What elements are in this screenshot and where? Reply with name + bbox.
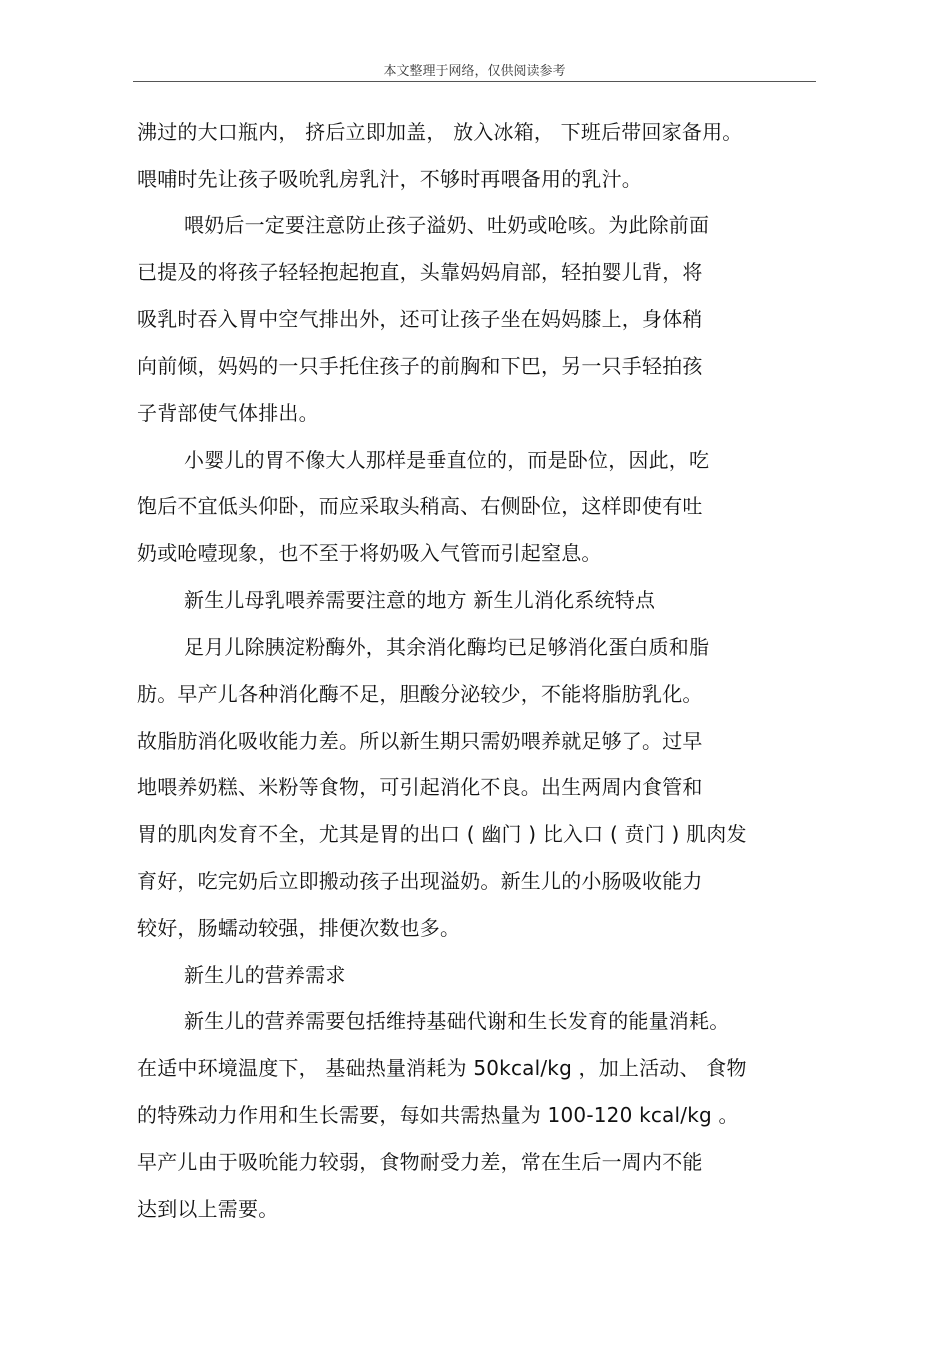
text-line: 地喂养奶糕、米粉等食物，可引起消化不良。出生两周内食管和: [137, 775, 703, 799]
text-line: 的特殊动力作用和生长需要，每如共需热量为 100-120 kcal/kg 。: [137, 1103, 739, 1127]
text-line: 已提及的将孩子轻轻抱起抱直，头靠妈妈肩部，轻拍婴儿背，将: [137, 260, 703, 284]
header-rule: [133, 81, 816, 82]
text-line: 足月儿除胰淀粉酶外，其余消化酶均已足够消化蛋白质和脂: [184, 635, 710, 659]
text-line: 奶或呛噎现象，也不至于将奶吸入气管而引起窒息。: [137, 541, 602, 565]
text-line: 饱后不宜低头仰卧，而应采取头稍高、右侧卧位，这样即使有吐: [137, 494, 703, 518]
text-line: 沸过的大口瓶内， 挤后立即加盖， 放入冰箱， 下班后带回家备用。: [137, 120, 743, 144]
text-line: 达到以上需要。: [137, 1197, 279, 1221]
text-line: 小婴儿的胃不像大人那样是垂直位的，而是卧位，因此，吃: [184, 448, 710, 472]
text-line: 早产儿由于吸吮能力较弱，食物耐受力差，常在生后一周内不能: [137, 1150, 703, 1174]
text-line: 喂哺时先让孩子吸吮乳房乳汁，不够时再喂备用的乳汁。: [137, 167, 642, 191]
text-line: 向前倾，妈妈的一只手托住孩子的前胸和下巴，另一只手轻拍孩: [137, 354, 703, 378]
text-line: 在适中环境温度下， 基础热量消耗为 50kcal/kg ，加上活动、 食物: [137, 1056, 747, 1080]
text-line: 较好，肠蠕动较强，排便次数也多。: [137, 916, 461, 940]
text-line: 子背部使气体排出。: [137, 401, 319, 425]
page-header: 本文整理于网络，仅供阅读参考: [383, 64, 566, 79]
text-line: 新生儿的营养需求: [184, 963, 346, 987]
text-line: 新生儿的营养需要包括维持基础代谢和生长发育的能量消耗。: [184, 1009, 730, 1033]
text-line: 吸乳时吞入胃中空气排出外，还可让孩子坐在妈妈膝上，身体稍: [137, 307, 703, 331]
text-line: 育好，吃完奶后立即搬动孩子出现溢奶。新生儿的小肠吸收能力: [137, 869, 703, 893]
text-line: 故脂肪消化吸收能力差。所以新生期只需奶喂养就足够了。过早: [137, 729, 703, 753]
text-line: 新生儿母乳喂养需要注意的地方 新生儿消化系统特点: [184, 588, 656, 612]
text-line: 肪。早产儿各种消化酶不足，胆酸分泌较少，不能将脂肪乳化。: [137, 682, 703, 706]
text-line: 胃的肌肉发育不全，尤其是胃的出口 ( 幽门 ) 比入口 ( 贲门 ) 肌肉发: [137, 822, 747, 846]
text-line: 喂奶后一定要注意防止孩子溢奶、吐奶或呛咳。为此除前面: [184, 213, 710, 237]
